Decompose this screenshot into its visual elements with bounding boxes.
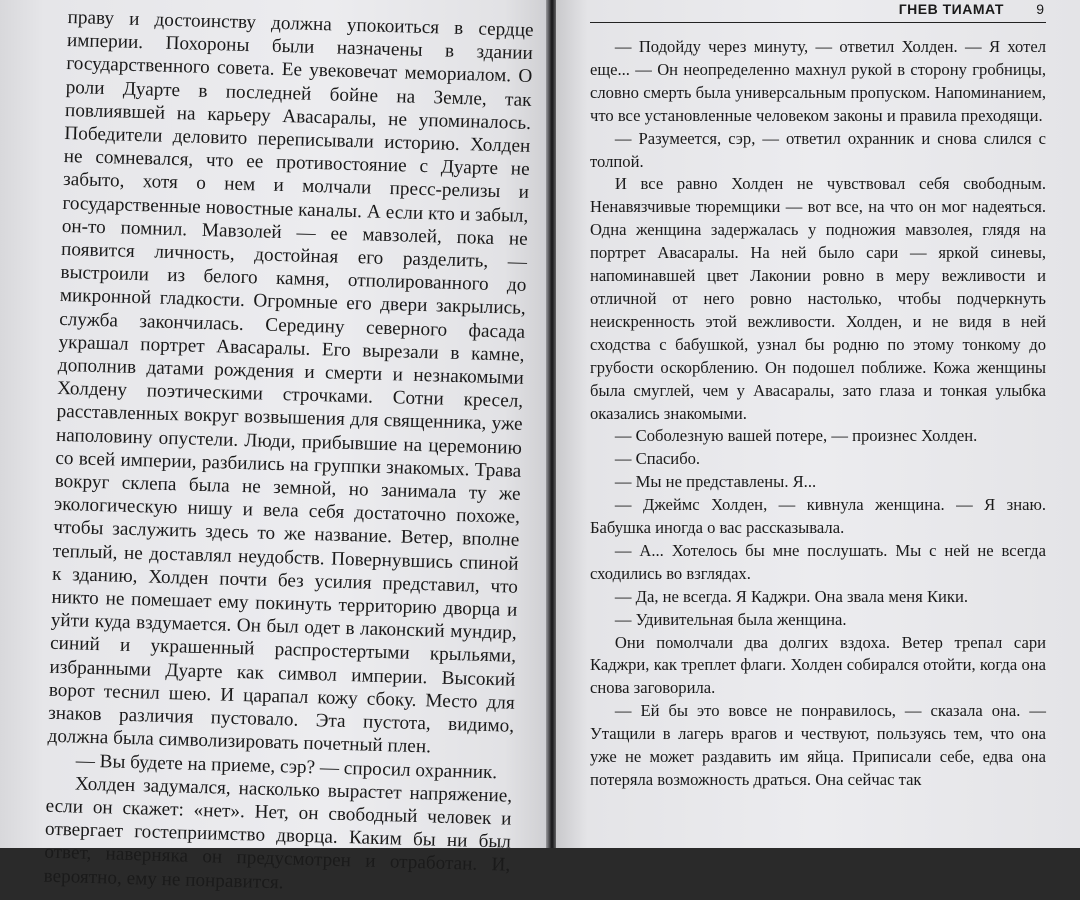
paragraph: — Удивительная была женщина. bbox=[614, 609, 847, 629]
paragraph: — А... Хотелось бы мне послушать. Мы с ней не всегда сходились во взглядах. bbox=[590, 540, 1046, 583]
page-number: 9 bbox=[1036, 1, 1044, 17]
paragraph: — Соболезную вашей потере, — произнес Холден. bbox=[614, 426, 978, 446]
paragraph: — Джеймс Холден, — кивнула женщина. — Я знаю. Бабушка иногда о вас рассказывала. bbox=[590, 495, 1046, 538]
paragraph: И все равно Холден не чувствовал себя свободным. Ненавязчивые тюремщики — вот все, на что он мог надеяться. Одна женщина задержалась у подножия мавзолея, глядя на портрет Авасаралы. На ней было сари — яркой синевы, напоминавшей цвет Лаконии ровно в меру вежливости и отличной от него ровно настолько, чтобы подчеркнуть неискренность этой вежливости. Холден, и не видя в ней сходства с бабушкой, узнал бы родню по этому тонкому до грубости оскорблению. Он подошел поближе. Кожа женщины была смуглей, чем у Авасаралы, зато глаза и тонкая улыбка оказались знакомыми. bbox=[590, 174, 1046, 423]
paragraph: — Спасибо. bbox=[614, 449, 701, 469]
paragraph: — Ей бы это вовсе не понравилось, — сказала она. — Утащили в лагерь врагов и чествуют, пользуясь тем, что она уже не может раздавить им яйца. Приписали себе, едва она потеряла возможность драться. Она сейчас так bbox=[590, 701, 1046, 789]
left-page-text bbox=[43, 6, 533, 900]
paragraph: — Вы будете на приеме, сэр? — спросил охранник. bbox=[75, 750, 498, 783]
running-head bbox=[590, 0, 1046, 23]
right-page bbox=[556, 0, 1080, 848]
paragraph: — Разумеется, сэр, — ответил охранник и снова слился с толпой. bbox=[590, 128, 1046, 171]
paragraph: — Подойду через минуту, — ответил Холден. — Я хотел еще... — Он неопределенно махнул рукой в сторону гробницы, словно смерть была универсальным пропуском. Напоминанием, что все установленные человеком законы и правила преходящи. bbox=[590, 37, 1046, 125]
paragraph: Они помолчали два долгих вздоха. Ветер трепал сари Каджри, как треплет флаги. Холден собирался отойти, когда она снова заговорила. bbox=[590, 632, 1046, 698]
paragraph: праву и достоинству должна упокоиться в сердце империи. Похороны были назначены в здании государственного совета. Ее увековечат мемориалом. О роли Дуарте в последней бойне на Земле, так повлиявшей на карьеру Авасаралы, не упоминалось. Победители деловито переписывали историю. Холден не сомневался, что ее противостояние с Дуарте не забыто, хотя о нем и молчали пресс-релизы и государственные новостные каналы. А если кто и забыл, он-то помнил. Мавзолей — ее мавзолей, пока не появится личность, достойная его разделить, — выстроили из белого камня, отполированного до микронной гладкости. Огромные его двери закрылись, служба закончилась. Середину северного фасада украшал портрет Авасаралы. Его вырезали в камне, дополнив датами рождения и смерти и незнакомыми Холдену поэтическими строчками. Сотни кресел, расставленных вокруг возвышения для священника, уже наполовину опустели. Люди, прибывшие на церемонию со всей империи, разбились на группки знакомых. Трава вокруг склепа была не земной, но занимала ту же экологическую нишу и вела себя достаточно похоже, чтобы заслужить здесь то же название. Ветер, вполне теплый, не доставлял неудобств. Повернувшись спиной к зданию, Холден почти без усилия представил, что никто не помешает ему покинуть территорию дворца и уйти куда вздумается. Он был одет в лаконский мундир, синий и украшенный распростертыми крыльями, избранными Дуарте как символ империи. Высокий ворот теснил шею. И царапал кожу сбоку. Место для знаков различия пустовало. Эта пустота, видимо, должна была символизировать почетный плен. bbox=[47, 6, 534, 758]
paragraph: — Мы не представлены. Я... bbox=[614, 472, 817, 492]
right-page-text bbox=[590, 36, 1046, 792]
running-head-title: ГНЕВ ТИАМАТ bbox=[898, 1, 1004, 17]
paragraph: — Да, не всегда. Я Каджри. Она звала меня Кики. bbox=[614, 586, 968, 606]
paragraph: Холден задумался, насколько вырастет напряжение, если он скажет: «нет». Нет, он свободный человек и отвергает гостеприимство дворца. Каким бы ни был ответ, наверняка он предусмотрен и отработан. И, вероятно, ему не понравится. bbox=[43, 773, 513, 893]
